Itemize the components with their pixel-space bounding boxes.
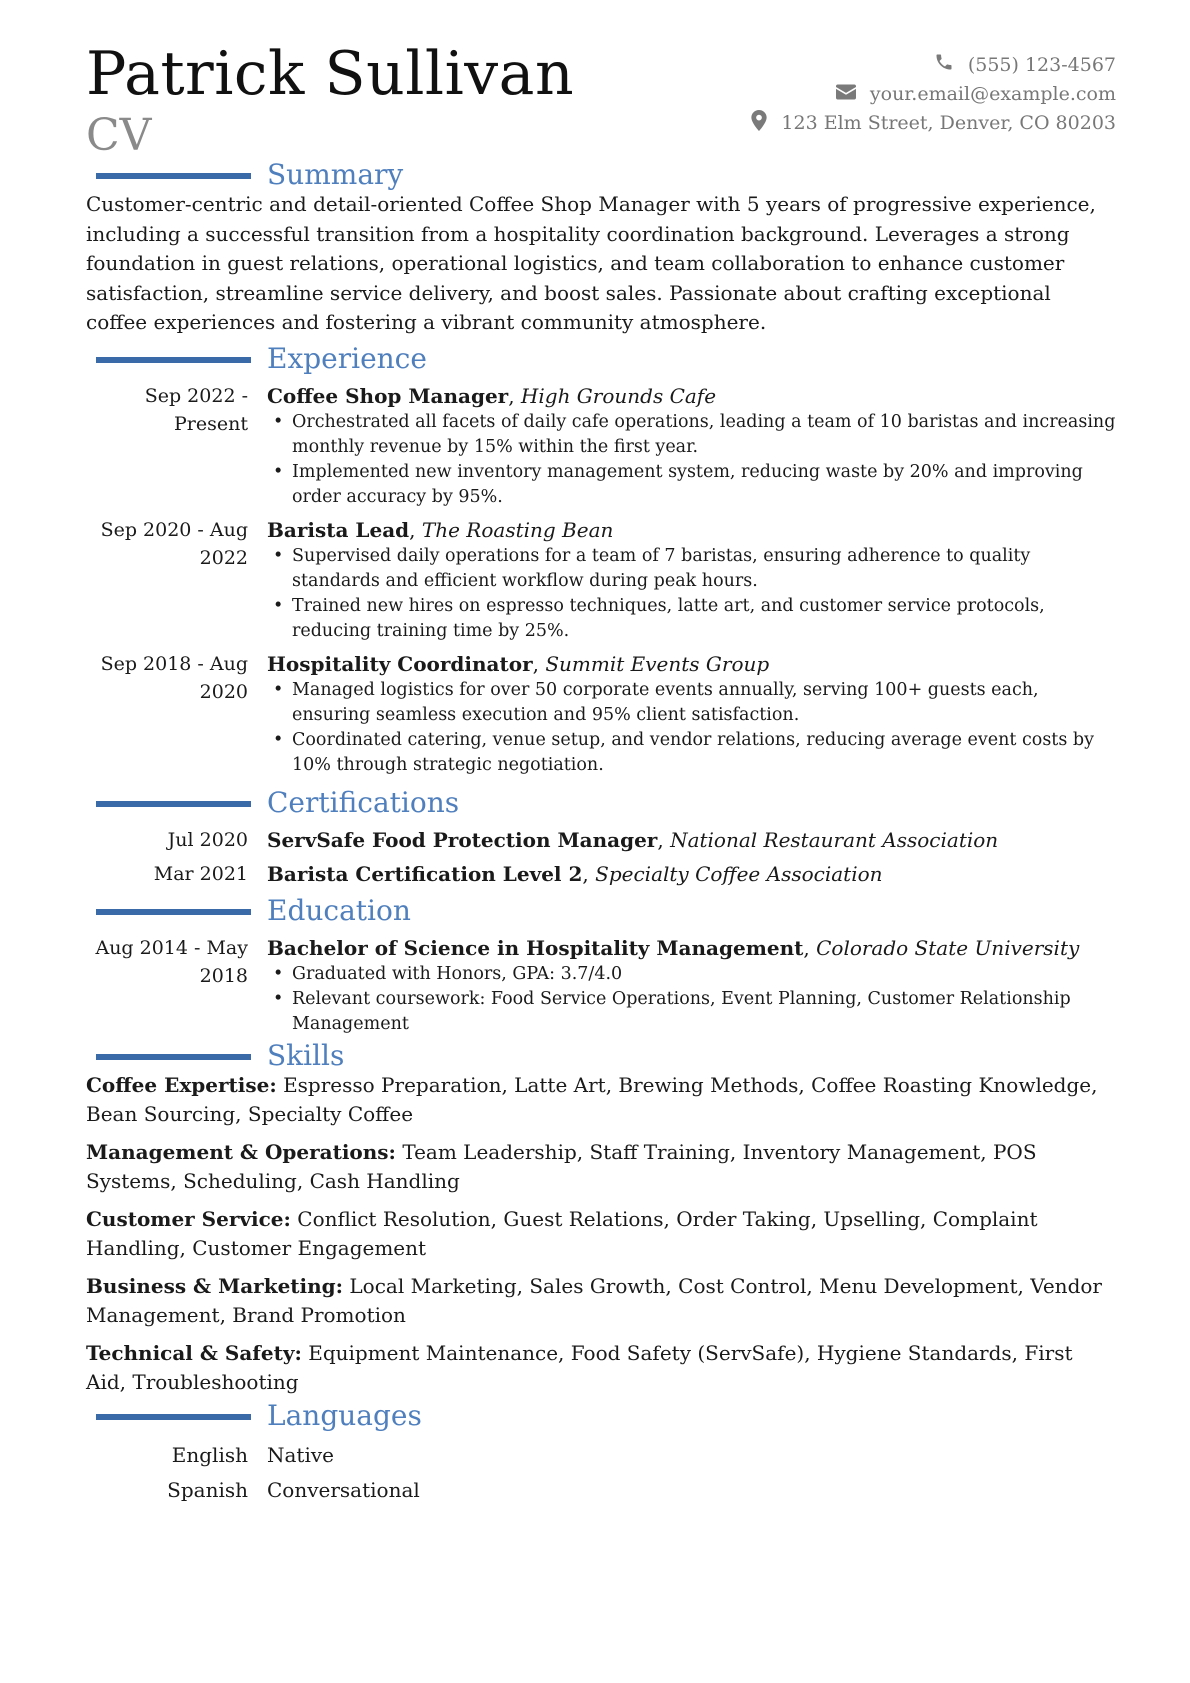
section-rule [96,909,251,915]
entry-title: Barista Certification Level 2, Specialty Coffee Association [267,861,883,886]
language-name: Spanish [167,1477,248,1502]
person-name: Patrick Sullivan [86,39,575,109]
entry-body [267,650,1116,778]
skill-category: Management & Operations: [86,1139,396,1164]
summary-section-header [86,158,1116,194]
email-link[interactable]: your.email@example.com [869,82,1116,105]
bullet-item: • Supervised daily operations for a team of 7 baristas, ensuring adherence to quality standards and efficient workflow during peak hours. [267,544,1116,594]
entry-date: Jul 2020 [167,828,248,851]
resume-header [86,39,1116,161]
entry-body [267,860,1116,888]
skill-values: Espresso Preparation, Latte Art, Brewing Methods, Coffee Roasting Knowledge, Bean Sourcing, Specialty Coffee [86,1072,1098,1126]
certifications-section-header [86,786,1116,822]
bullet-list [267,962,1116,1037]
resume-page [86,40,1116,1505]
certification-name: ServSafe Food Protection Manager [267,827,658,852]
entry-title: Coffee Shop Manager, High Grounds Cafe [267,383,717,408]
job-title: Coffee Shop Manager [267,383,509,408]
experience-section-header [86,342,1116,378]
bullet-item: • Implemented new inventory management system, reducing waste by 20% and improving order accuracy by 95%. [267,460,1116,510]
section-rule [96,173,251,179]
section-rule [96,801,251,807]
entry-body [267,382,1116,510]
bullet-item: • Trained new hires on espresso techniques, latte art, and customer service protocols, reducing training time by 25%. [267,594,1116,644]
certification-name: Barista Certification Level 2 [267,861,583,886]
section-title-experience: Experience [267,341,427,375]
section-title-skills: Skills [267,1038,345,1072]
entry-date: Sep 2022 - Present [144,384,248,435]
skill-category: Customer Service: [86,1206,291,1231]
map-pin-icon [751,110,767,136]
issuer: National Restaurant Association [670,827,999,852]
bullet-item: • Graduated with Honors, GPA: 3.7/4.0 [267,962,1116,987]
languages-section-header [86,1399,1116,1435]
phone-icon [934,52,954,77]
language-level: Native [267,1442,334,1467]
language-entry [86,1440,1116,1470]
entry-title: ServSafe Food Protection Manager, National Restaurant Association [267,827,999,852]
job-title: Hospitality Coordinator [267,651,533,676]
institution: Colorado State University [816,935,1080,960]
job-title: Barista Lead [267,517,410,542]
skill-values: Team Leadership, Staff Training, Inventory Management, POS Systems, Scheduling, Cash Handling [86,1139,1037,1193]
address-text: 123 Elm Street, Denver, CO 80203 [781,111,1116,134]
skill-values: Local Marketing, Sales Growth, Cost Control, Menu Development, Vendor Management, Brand Promotion [86,1273,1102,1327]
envelope-icon [836,83,856,105]
skill-group [86,1339,1116,1397]
entry-body [267,516,1116,644]
entry-body [267,934,1116,1037]
section-rule [96,1054,251,1060]
entry-title: Barista Lead, The Roasting Bean [267,517,614,542]
contact-block [751,50,1116,137]
language-level: Conversational [267,1477,420,1502]
education-entry [86,934,1116,1037]
bullet-list [267,544,1116,644]
bullet-item: • Managed logistics for over 50 corporate events annually, serving 100+ guests each, ensuring seamless execution and 95% client satisfaction. [267,678,1116,728]
section-title-languages: Languages [267,1398,422,1432]
skill-category: Coffee Expertise: [86,1072,277,1097]
employer: The Roasting Bean [421,517,614,542]
skills-list [86,1071,1116,1397]
certification-entry [86,860,1116,888]
education-section-header [86,894,1116,930]
language-name: English [171,1442,248,1467]
experience-entry [86,382,1116,510]
certification-entry [86,826,1116,854]
section-title-certifications: Certifications [267,785,460,819]
experience-entry [86,650,1116,778]
phone-number[interactable]: (555) 123-4567 [967,53,1116,76]
skill-group [86,1272,1116,1330]
section-title-summary: Summary [267,158,404,191]
experience-entry [86,516,1116,644]
entry-title: Bachelor of Science in Hospitality Management, Colorado State University [267,935,1080,960]
skill-group [86,1071,1116,1129]
bullet-item: • Coordinated catering, venue setup, and vendor relations, reducing average event costs by 10% through strategic negotiation. [267,728,1116,778]
issuer: Specialty Coffee Association [595,861,883,886]
entry-date: Aug 2014 - May 2018 [95,936,248,987]
bullet-list [267,678,1116,778]
entry-date: Sep 2018 - Aug 2020 [100,652,248,703]
skill-category: Technical & Safety: [86,1340,302,1365]
skills-section-header [86,1039,1116,1075]
skill-category: Business & Marketing: [86,1273,344,1298]
employer: Summit Events Group [545,651,770,676]
section-rule [96,1414,251,1420]
language-entry [86,1475,1116,1505]
entry-date: Sep 2020 - Aug 2022 [100,518,248,569]
contact-address [751,108,1116,137]
skill-values: Equipment Maintenance, Food Safety (ServSafe), Hygiene Standards, First Aid, Troubleshooting [86,1340,1073,1394]
contact-email [751,79,1116,108]
skill-values: Conflict Resolution, Guest Relations, Order Taking, Upselling, Complaint Handling, Customer Engagement [86,1206,1038,1260]
contact-phone [751,50,1116,79]
summary-text: Customer-centric and detail-oriented Coffee Shop Manager with 5 years of progressive experience, including a successful transition from a hospitality coordination background. Leverages a strong foundation in guest relations, operational logistics, and team collaboration to enhance customer satisfaction, streamline service delivery, and boost sales. Passionate about crafting exceptional coffee experiences and fostering a vibrant community atmosphere. [86,192,1096,334]
section-title-education: Education [267,893,411,927]
bullet-item: • Orchestrated all facets of daily cafe operations, leading a team of 10 baristas and increasing monthly revenue by 15% within the first year. [267,410,1116,460]
employer: High Grounds Cafe [520,383,717,408]
degree: Bachelor of Science in Hospitality Management [267,935,804,960]
document-subtitle: CV [86,110,152,161]
skill-group [86,1205,1116,1263]
section-rule [96,357,251,363]
bullet-item: • Relevant coursework: Food Service Operations, Event Planning, Customer Relationship Management [267,987,1116,1037]
entry-title: Hospitality Coordinator, Summit Events Group [267,651,770,676]
entry-body [267,826,1116,854]
entry-date: Mar 2021 [153,862,248,885]
skill-group [86,1138,1116,1196]
bullet-list [267,410,1116,510]
